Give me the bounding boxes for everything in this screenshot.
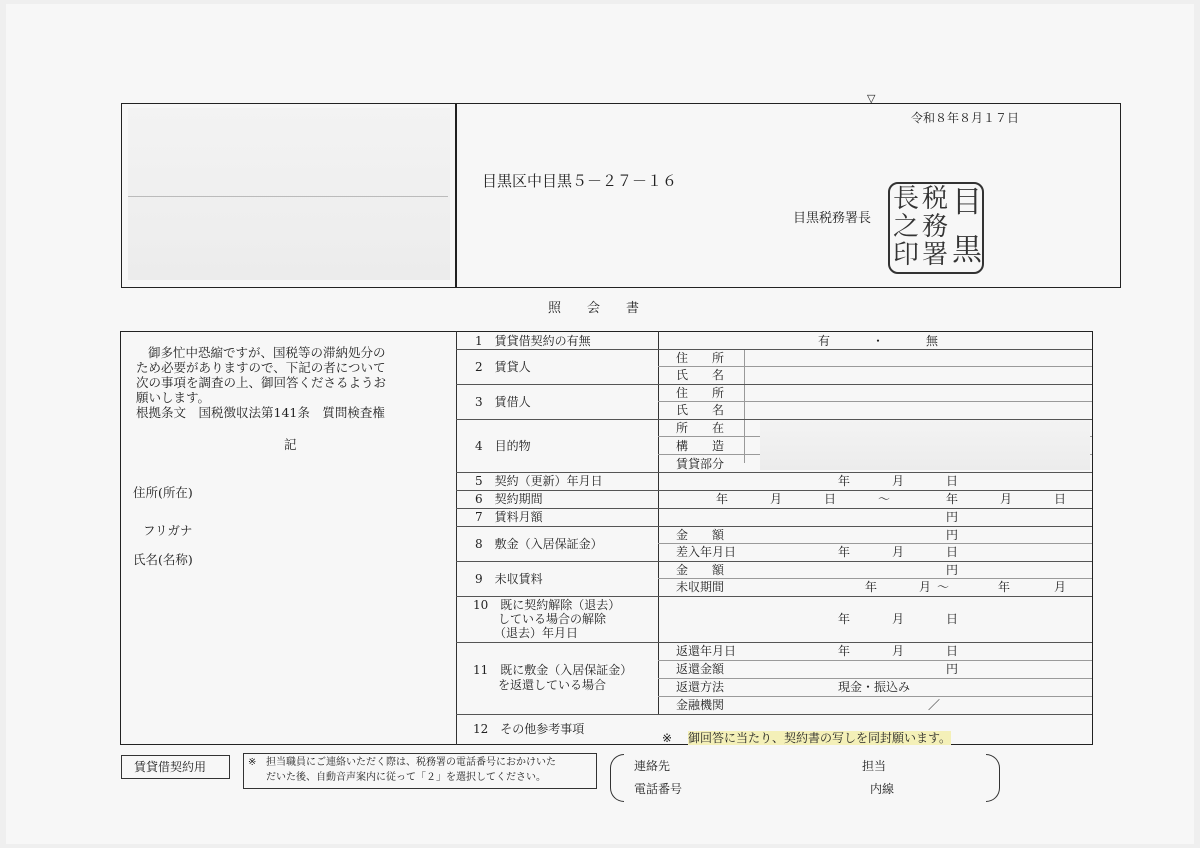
item-6-month: 月 <box>770 492 783 506</box>
item-11-return-date: 返還年月日 <box>676 644 737 658</box>
item-5-month: 月 <box>892 474 905 488</box>
item-5-label: 5 契約（更新）年月日 <box>475 474 603 488</box>
item-6-day-2: 日 <box>1054 492 1067 506</box>
extension-label: 内線 <box>870 782 895 796</box>
item-11-return-amount: 返還金額 <box>676 662 725 676</box>
item-1-dot: ・ <box>872 334 885 348</box>
item-11-slash: ／ <box>928 698 941 712</box>
item-11-day: 日 <box>946 644 959 658</box>
item-6-year: 年 <box>716 492 729 506</box>
item-9-month: 月 <box>919 580 932 594</box>
seal-char-5: 署 <box>922 240 949 270</box>
item-2-label: 2 賃貸人 <box>475 360 531 374</box>
item-9-year-2: 年 <box>998 580 1011 594</box>
item-12-note-mark: ※ <box>662 731 673 745</box>
row-line <box>456 508 1092 509</box>
item-11-yen: 円 <box>946 662 959 676</box>
item-10-year: 年 <box>838 612 851 626</box>
row-line <box>658 696 1092 697</box>
item-9-label: 9 未収賃料 <box>475 572 543 586</box>
item-10-label-1: 10 既に契約解除（退去） <box>473 598 621 612</box>
seal-char-6: 長 <box>893 184 920 214</box>
row-line <box>456 472 1092 473</box>
intro-line-3: 次の事項を調査の上、御回答くださるようお <box>136 375 387 390</box>
legal-basis: 根拠条文 国税徴収法第141条 質問検査権 <box>136 405 385 420</box>
item-2-name: 氏 名 <box>676 368 725 382</box>
row-line <box>456 526 1092 527</box>
row-line <box>658 678 1092 679</box>
intro-line-2: ため必要がありますので、下記の者について <box>136 360 386 375</box>
row-line <box>456 490 1092 491</box>
item-12-label: 12 その他参考事項 <box>473 722 585 736</box>
row-line <box>456 349 1092 350</box>
seal-char-3: 税 <box>922 184 949 214</box>
item-6-tilde: ～ <box>878 492 891 506</box>
item-1-yes: 有 <box>818 334 831 348</box>
row-line <box>456 596 1092 597</box>
item-5-day: 日 <box>946 474 959 488</box>
office-name: 目黒税務署長 <box>793 211 872 226</box>
item-8-year: 年 <box>838 545 851 559</box>
item-6-month-2: 月 <box>1000 492 1013 506</box>
intro-line-1: 御多忙中恐縮ですが、国税等の滞納処分の <box>148 345 386 360</box>
item-9-period: 未収期間 <box>676 580 725 594</box>
phone-label: 電話番号 <box>634 782 683 796</box>
item-7-yen: 円 <box>946 510 959 524</box>
item-10-day: 日 <box>946 612 959 626</box>
item-6-day: 日 <box>824 492 837 506</box>
item-9-tilde: ～ <box>937 580 950 594</box>
item-8-date: 差入年月日 <box>676 545 737 559</box>
item-9-year: 年 <box>865 580 878 594</box>
row-line <box>456 714 1092 715</box>
redacted-property <box>760 420 1090 470</box>
ki-mark: 記 <box>284 437 297 452</box>
item-3-name: 氏 名 <box>676 403 725 417</box>
item-8-month: 月 <box>892 545 905 559</box>
left-panel-divider <box>456 331 457 745</box>
item-2-address: 住 所 <box>676 351 725 365</box>
issue-date: 令和８年８月１７日 <box>911 111 1020 125</box>
item-8-label: 8 敷金（入居保証金） <box>475 537 603 551</box>
contact-bracket-right <box>986 754 1000 802</box>
item-4-label: 4 目的物 <box>475 439 531 453</box>
item-11-method-value: 現金・振込み <box>838 680 911 694</box>
row-line <box>658 578 1092 579</box>
item-10-label-2: している場合の解除 <box>498 612 607 626</box>
item-4-structure: 構 造 <box>676 439 725 453</box>
item-10-label-3: （退去）年月日 <box>494 626 579 640</box>
row-line <box>456 384 1092 385</box>
item-11-month: 月 <box>892 644 905 658</box>
item-9-yen: 円 <box>946 563 959 577</box>
row-line <box>658 366 1092 367</box>
row-line <box>456 561 1092 562</box>
contact-label: 連絡先 <box>634 759 671 773</box>
row-line <box>456 642 1092 643</box>
seal-char-1: 目 <box>952 185 982 220</box>
item-11-year: 年 <box>838 644 851 658</box>
row-line <box>658 543 1092 544</box>
item-8-day: 日 <box>946 545 959 559</box>
office-address: 目黒区中目黒５－２７－１６ <box>482 172 678 190</box>
item-9-month-2: 月 <box>1054 580 1067 594</box>
row-line <box>658 401 1092 402</box>
notice-line-2: だいた後、自動音声案内に従って「２」を選択してください。 <box>266 772 546 783</box>
item-10-month: 月 <box>892 612 905 626</box>
row-line <box>658 660 1092 661</box>
seal-char-2: 黒 <box>952 233 982 268</box>
document-title: 照 会 書 <box>548 301 640 316</box>
item-5-year: 年 <box>838 474 851 488</box>
notice-mark: ※ <box>248 757 257 768</box>
triangle-mark: ▽ <box>867 92 876 105</box>
item-1-label: 1 賃貸借契約の有無 <box>475 334 591 348</box>
official-seal <box>888 182 984 274</box>
notice-line-1: 担当職員にご連絡いただく際は、税務署の電話番号におかけいた <box>266 757 556 768</box>
item-6-year-2: 年 <box>946 492 959 506</box>
address-label: 住所(所在) <box>133 485 193 500</box>
item-11-label-2: を返還している場合 <box>498 678 607 692</box>
name-label: 氏名(名称) <box>133 552 193 567</box>
item-1-no: 無 <box>926 334 939 348</box>
furigana-label: フリガナ <box>143 523 193 538</box>
recipient-divider <box>128 196 448 197</box>
contact-bracket-left <box>610 754 624 802</box>
item-4-part: 賃貸部分 <box>676 457 725 471</box>
header-divider <box>455 103 457 288</box>
intro-line-4: 願いします。 <box>136 390 211 405</box>
item-3-label: 3 賃借人 <box>475 395 531 409</box>
seal-char-4: 務 <box>922 212 949 242</box>
seal-char-7: 之 <box>893 212 920 242</box>
badge-label: 賃貸借契約用 <box>134 760 207 774</box>
item-11-return-method: 返還方法 <box>676 680 725 694</box>
item-column-divider <box>658 331 659 715</box>
seal-char-8: 印 <box>893 240 920 270</box>
item-8-yen: 円 <box>946 528 959 542</box>
item-7-label: 7 賃料月額 <box>475 510 543 524</box>
item-6-label: 6 契約期間 <box>475 492 543 506</box>
item-8-amount: 金 額 <box>676 528 725 542</box>
item-11-bank: 金融機関 <box>676 698 725 712</box>
redacted-recipient <box>128 108 450 280</box>
item-11-label-1: 11 既に敷金（入居保証金） <box>473 663 633 677</box>
item-12-note: 御回答に当たり、契約書の写しを同封願います。 <box>688 731 952 745</box>
staff-label: 担当 <box>862 759 887 773</box>
item-9-amount: 金 額 <box>676 563 725 577</box>
item-4-location: 所 在 <box>676 421 725 435</box>
item-3-address: 住 所 <box>676 386 725 400</box>
